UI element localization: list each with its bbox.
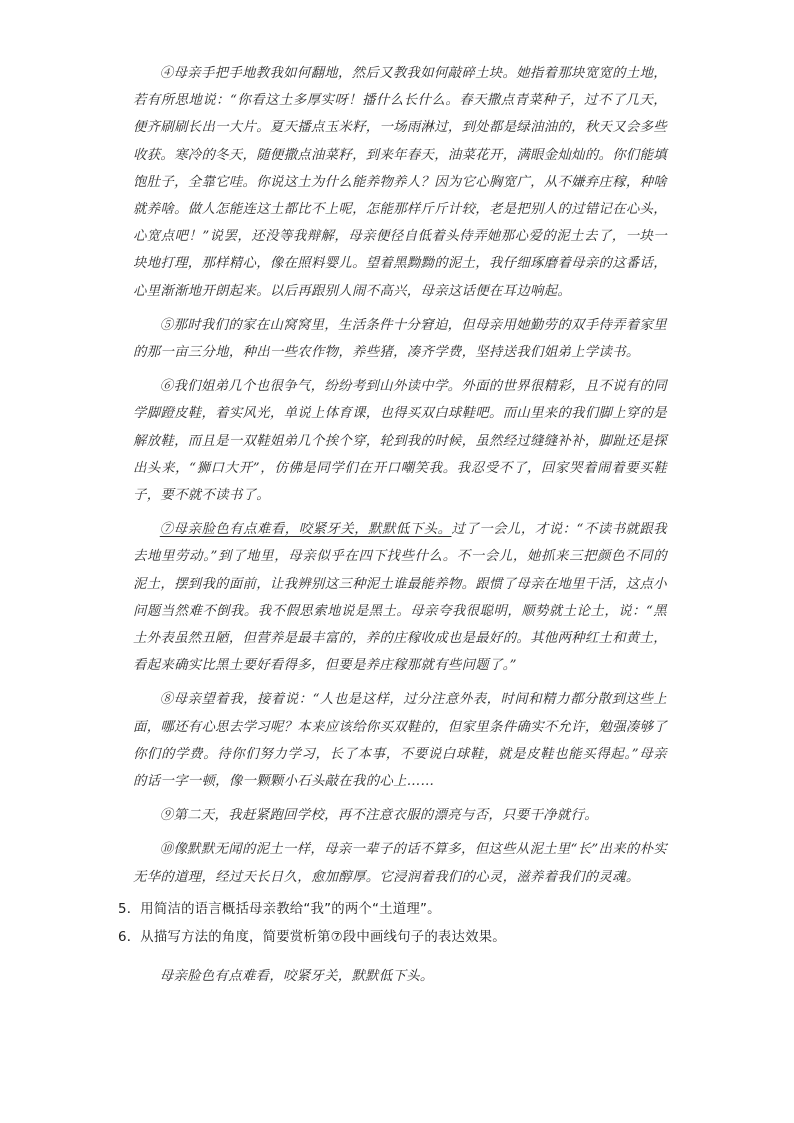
paragraph-9: ⑨第二天，我赶紧跑回学校，再不注意衣服的漂亮与否，只要干净就行。 (159, 808, 598, 824)
question-5: 5．用简洁的语言概括母亲教给“我”的两个“土道理”。 (118, 901, 441, 917)
paragraph-4: ④母亲手把手地教我如何翻地，然后又教我如何敲碎土块。她指着那块宽宽的土地，若有所思地说：“你看这土多厚实呀！播什么长什么。春天撒点青菜种子，过不了几天，便齐刷刷长出一大片。夏天播点玉米籽，一场雨淋过，到处都是绿油油的，秋天又会多些收获。寒冷的冬天，随便撒点油菜籽，到来年春天，油菜花开，满眼金灿灿的。你们能填饱肚子，全靠它哇。你说这土为什么能养物养人？因为它心胸宽广，从不嫌弃庄稼，种啥就养啥。做人怎能连这土都比不上呢，怎能那样斤斤计较，老是把别人的过错记在心头，心宽点吧！”说罢，还没等我辩解，母亲便径自低着头侍弄她那心爱的泥土去了，一块一块地打理，那样精心，像在照料婴儿。望着黑黝黝的泥土，我仔细琢磨着母亲的这番话，心里渐渐地开朗起来。以后再跟别人闹不高兴，母亲这话便在耳边响起。 (133, 66, 667, 299)
reading-passage (118, 60, 667, 990)
question-6-quoted-sentence: 母亲脸色有点难看，咬紧牙关，默默低下头。 (159, 968, 434, 984)
underlined-sentence: ⑦母亲脸色有点难看，咬紧牙关，默默低下头。 (159, 522, 452, 538)
paragraph-6: ⑥我们姐弟几个也很争气，纷纷考到山外读中学。外面的世界很精彩，且不说有的同学脚蹬皮鞋，着实风光，单说上体育课，也得买双白球鞋吧。而山里来的我们脚上穿的是解放鞋，而且是一双鞋姐弟几个挨个穿，轮到我的时候，虽然经过缝缝补补，脚趾还是探出头来，“狮口大开”，仿佛是同学们在开口嘲笑我。我忍受不了，回家哭着闹着要买鞋子，要不就不读书了。 (133, 379, 667, 504)
paragraph-8: ⑧母亲望着我，接着说：“人也是这样，过分注意外表，时间和精力都分散到这些上面，哪还有心思去学习呢？本来应该给你买双鞋的，但家里条件确实不允许，勉强凑够了你们的学费。待你们努力学习，长了本事，不要说白球鞋，就是皮鞋也能买得起。”母亲的话一字一顿，像一颗颗小石头敲在我的心上…… (133, 692, 667, 790)
paragraph-7-rest: 过了一会儿，才说：“不读书就跟我去地里劳动。”到了地里，母亲似乎在四下找些什么。不一会儿，她抓来三把颜色不同的泥土，摆到我的面前，让我辨别这三种泥土谁最能养物。跟惯了母亲在地里干活，这点小问题当然难不倒我。我不假思索地说是黑土。母亲夸我很聪明，顺势就土论土，说：“黑土外表虽然丑陋，但营养是最丰富的，养的庄稼收成也是最好的。其他两种红土和黄土，看起来确实比黑土要好看得多，但要是养庄稼那就有些问题了。” (133, 522, 667, 674)
paragraph-7 (133, 516, 667, 679)
paragraph-5: ⑤那时我们的家在山窝窝里，生活条件十分窘迫，但母亲用她勤劳的双手侍弄着家里的那一亩三分地，种出一些农作物，养些猪，凑齐学费，坚持送我们姐弟上学读书。 (133, 317, 667, 361)
paragraph-10: ⑩像默默无闻的泥土一样，母亲一辈子的话不算多，但这些从泥土里“长”出来的朴实无华的道理，经过天长日久，愈加醇厚。它浸润着我们的心灵，滋养着我们的灵魂。 (133, 842, 667, 885)
question-6: 6．从描写方法的角度，简要赏析第⑦段中画线句子的表达效果。 (118, 929, 506, 945)
